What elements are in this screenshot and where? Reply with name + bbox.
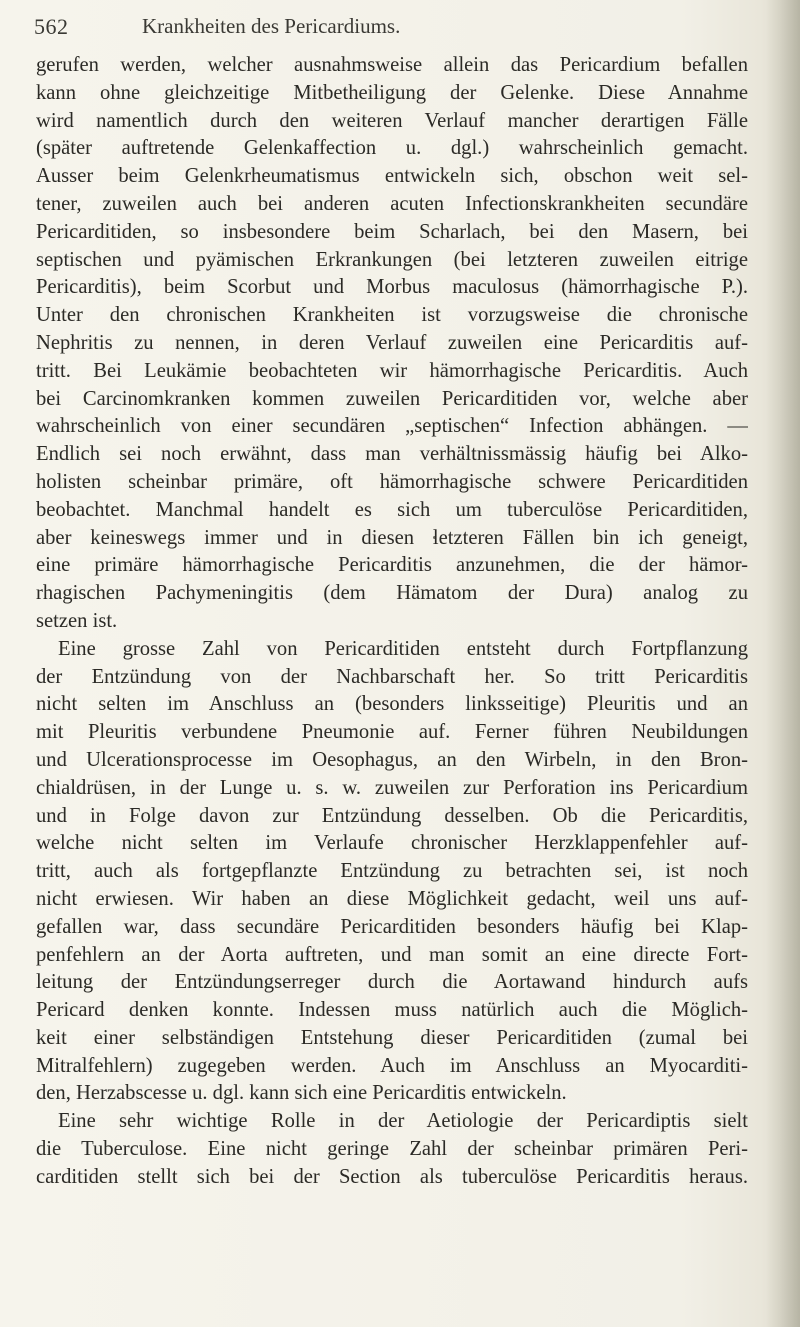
text-line: Mitralfehlern) zugegeben werden. Auch im Anschluss an Myocarditi- bbox=[36, 1054, 748, 1077]
text-line: septischen und pyämischen Erkrankungen (bei letzteren zuweilen eitrige bbox=[36, 248, 748, 271]
text-line: nicht selten im Anschluss an (besonders linksseitige) Pleuritis und an bbox=[36, 693, 748, 716]
text-line: Eine sehr wichtige Rolle in der Aetiologie der Pericardiptis sielt bbox=[58, 1110, 748, 1133]
text-line: eine primäre hämorrhagische Pericarditis anzunehmen, die der hämor- bbox=[36, 554, 748, 577]
text-line: welche nicht selten im Verlaufe chronischer Herzklappenfehler auf- bbox=[36, 832, 748, 855]
text-line: tritt, auch als fortgepflanzte Entzündung zu betrachten sei, ist noch bbox=[36, 860, 748, 883]
text-line: nicht erwiesen. Wir haben an diese Möglichkeit gedacht, weil uns auf- bbox=[36, 887, 748, 910]
page-header bbox=[34, 14, 754, 44]
text-line: aber keineswegs immer und in diesen letzteren Fällen bin ich geneigt, bbox=[36, 526, 748, 549]
text-line: Pericarditis), beim Scorbut und Morbus maculosus (hämorrhagische P.). bbox=[36, 276, 748, 299]
text-line: den, Herzabscesse u. dgl. kann sich eine Pericarditis entwickeln. bbox=[36, 1082, 567, 1105]
text-line: Unter den chronischen Krankheiten ist vorzugsweise die chronische bbox=[36, 304, 748, 327]
text-line: wahrscheinlich von einer secundären „septischen“ Infection abhängen. — bbox=[36, 415, 748, 438]
text-line: Pericarditiden, so insbesondere beim Scharlach, bei den Masern, bei bbox=[36, 220, 748, 243]
text-line: tritt. Bei Leukämie beobachteten wir hämorrhagische Pericarditis. Auch bbox=[36, 359, 748, 382]
text-line: beobachtet. Manchmal handelt es sich um tuberculöse Pericarditiden, bbox=[36, 498, 748, 521]
text-line: mit Pleuritis verbundene Pneumonie auf. Ferner führen Neubildungen bbox=[36, 721, 748, 744]
text-line: Endlich sei noch erwähnt, dass man verhältnissmässig häufig bei Alko- bbox=[36, 443, 748, 466]
text-line: chialdrüsen, in der Lunge u. s. w. zuweilen zur Perforation ins Pericardium bbox=[36, 776, 748, 799]
running-title: Krankheiten des Pericardiums. bbox=[142, 14, 401, 38]
text-line: gefallen war, dass secundäre Pericarditiden besonders häufig bei Klap- bbox=[36, 915, 748, 938]
text-line: und Ulcerationsprocesse im Oesophagus, an den Wirbeln, in den Bron- bbox=[36, 748, 748, 771]
text-line: rhagischen Pachymeningitis (dem Hämatom der Dura) analog zu bbox=[36, 582, 748, 605]
text-line: (später auftretende Gelenkaffection u. dgl.) wahrscheinlich gemacht. bbox=[36, 137, 748, 160]
page-edge-shadow bbox=[766, 0, 800, 1327]
text-line: wird namentlich durch den weiteren Verlauf mancher derartigen Fälle bbox=[36, 109, 748, 132]
text-line: holisten scheinbar primäre, oft hämorrhagische schwere Pericarditiden bbox=[36, 470, 748, 493]
text-line: bei Carcinomkranken kommen zuweilen Pericarditiden vor, welche aber bbox=[36, 387, 748, 410]
text-line: penfehlern an der Aorta auftreten, und man somit an eine directe Fort- bbox=[36, 943, 748, 966]
text-line: die Tuberculose. Eine nicht geringe Zahl der scheinbar primären Peri- bbox=[36, 1138, 748, 1161]
text-line: gerufen werden, welcher ausnahmsweise allein das Pericardium befallen bbox=[36, 54, 748, 76]
page-number: 562 bbox=[34, 14, 69, 39]
text-line: keit einer selbständigen Entstehung dieser Pericarditiden (zumal bei bbox=[36, 1026, 748, 1049]
text-line: Nephritis zu nennen, in deren Verlauf zuweilen eine Pericarditis auf- bbox=[36, 331, 748, 354]
text-line: setzen ist. bbox=[36, 609, 118, 632]
text-line: kann ohne gleichzeitige Mitbetheiligung der Gelenke. Diese Annahme bbox=[36, 81, 748, 104]
text-line: der Entzündung von der Nachbarschaft her. So tritt Pericarditis bbox=[36, 665, 748, 688]
text-line: leitung der Entzündungserreger durch die Aortawand hindurch aufs bbox=[36, 971, 748, 994]
text-line: Eine grosse Zahl von Pericarditiden entsteht durch Fortpflanzung bbox=[58, 637, 748, 660]
text-line: und in Folge davon zur Entzündung desselben. Ob die Pericarditis, bbox=[36, 804, 748, 827]
text-line: Ausser beim Gelenkrheumatismus entwickeln sich, obschon weit sel- bbox=[36, 165, 748, 188]
text-line: tener, zuweilen auch bei anderen acuten Infectionskrankheiten secundäre bbox=[36, 192, 748, 215]
body-text bbox=[36, 52, 748, 1192]
text-line: Pericard denken konnte. Indessen muss natürlich auch die Möglich- bbox=[36, 999, 748, 1022]
text-line: carditiden stellt sich bei der Section als tuberculöse Pericarditis heraus. bbox=[36, 1165, 748, 1188]
